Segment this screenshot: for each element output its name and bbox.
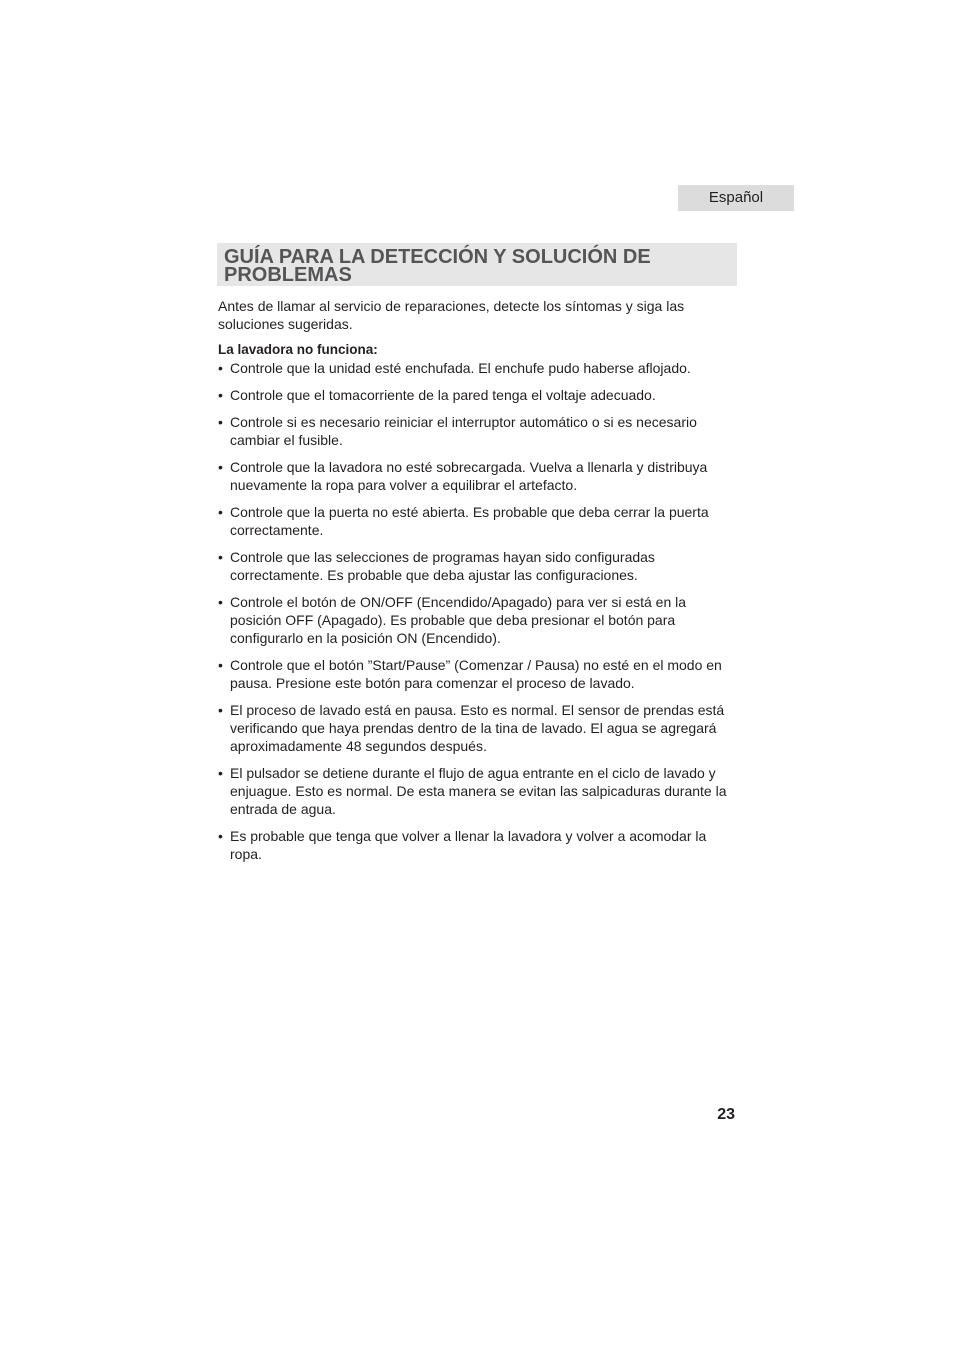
bullet-icon: •	[218, 459, 223, 475]
bullet-icon: •	[218, 765, 223, 781]
intro-paragraph: Antes de llamar al servicio de reparaciones, detecte los síntomas y siga las soluciones sugeridas.	[218, 298, 685, 332]
list-item-text: El pulsador se detiene durante el flujo de agua entrante en el ciclo de lavado y enjuague. Esto es normal. De esta manera se evitan las salpicaduras durante la entrada de agua.	[230, 765, 727, 817]
bullet-icon: •	[218, 702, 223, 718]
section-title-box	[217, 243, 737, 286]
page-number: 23	[717, 1106, 735, 1123]
language-tab: Español	[678, 185, 794, 211]
list-item-text: Controle si es necesario reiniciar el interruptor automático o si es necesario cambiar el fusible.	[230, 414, 697, 448]
bullet-icon: •	[218, 387, 223, 403]
bullet-icon: •	[218, 594, 223, 610]
list-item	[218, 827, 740, 863]
list-item	[218, 548, 740, 584]
list-item-text: Controle que la lavadora no esté sobrecargada. Vuelva a llenarla y distribuya nuevamente la ropa para volver a equilibrar el artefacto.	[230, 459, 708, 493]
subheading: La lavadora no funciona:	[218, 342, 378, 357]
list-item-text: Controle que el botón ”Start/Pause” (Comenzar / Pausa) no esté en el modo en pausa. Presione este botón para comenzar el proceso de lavado.	[230, 657, 722, 691]
list-item	[218, 764, 740, 818]
troubleshooting-list	[218, 359, 740, 863]
bullet-icon: •	[218, 828, 223, 844]
list-item-text: Controle el botón de ON/OFF (Encendido/Apagado) para ver si está en la posición OFF (Apagado). Es probable que deba presionar el botón para configurarlo en la posición ON (Encendido).	[230, 594, 687, 646]
bullet-icon: •	[218, 360, 223, 376]
list-item-text: Controle que la puerta no esté abierta. Es probable que deba cerrar la puerta correctamente.	[230, 504, 709, 538]
list-item	[218, 359, 740, 377]
list-item	[218, 593, 740, 647]
list-item	[218, 413, 740, 449]
list-item	[218, 701, 740, 755]
section-title: GUÍA PARA LA DETECCIÓN Y SOLUCIÓN DE PROBLEMAS	[224, 246, 651, 286]
bullet-icon: •	[218, 504, 223, 520]
list-item	[218, 458, 740, 494]
list-item	[218, 503, 740, 539]
list-item-text: Es probable que tenga que volver a llenar la lavadora y volver a acomodar la ropa.	[230, 828, 707, 862]
bullet-icon: •	[218, 549, 223, 565]
list-item-text: Controle que la unidad esté enchufada. El enchufe pudo haberse aflojado.	[230, 360, 691, 376]
list-item	[218, 656, 740, 692]
bullet-icon: •	[218, 657, 223, 673]
list-item	[218, 386, 740, 404]
list-item-text: Controle que las selecciones de programas hayan sido configuradas correctamente. Es probable que deba ajustar las configuraciones.	[230, 549, 655, 583]
list-item-text: Controle que el tomacorriente de la pared tenga el voltaje adecuado.	[230, 387, 656, 403]
bullet-icon: •	[218, 414, 223, 430]
section-content	[218, 297, 740, 872]
list-item-text: El proceso de lavado está en pausa. Esto es normal. El sensor de prendas está verificando que haya prendas dentro de la tina de lavado. El agua se agregará aproximadamente 48 segundos después.	[230, 702, 725, 754]
